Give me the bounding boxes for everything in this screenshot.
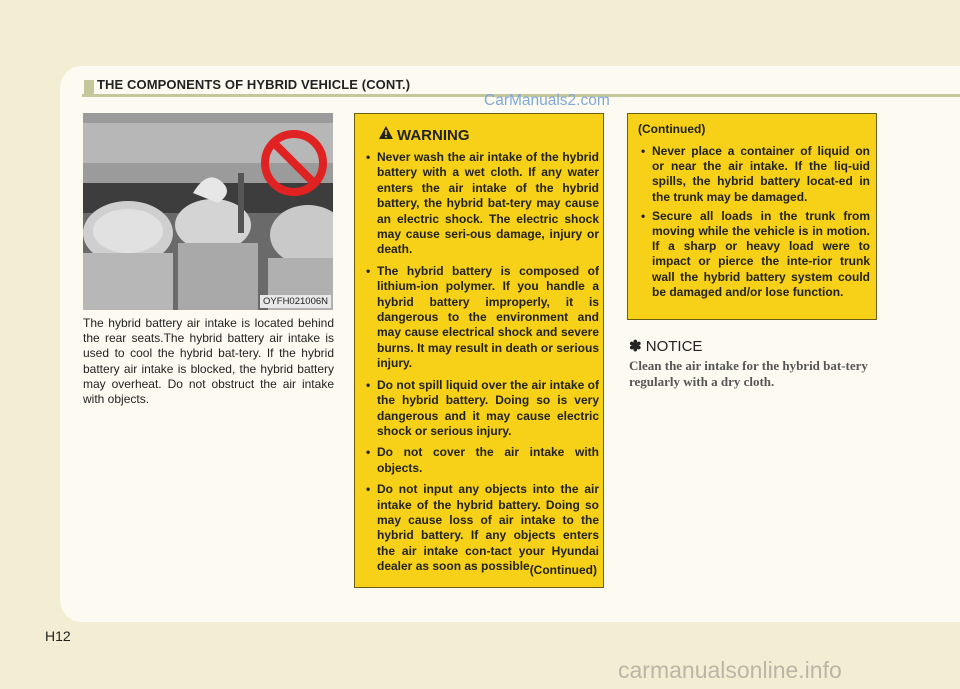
warning-box (354, 113, 604, 588)
continued-warning-box (627, 113, 877, 320)
continued-item: • Never place a container of liquid on or near the air intake. If the liq-uid spills, the hybrid battery locat-ed in the trunk may be damaged. (638, 144, 870, 205)
notice-title (629, 337, 702, 355)
continued-list (638, 144, 870, 304)
notice-mark: ✽ (629, 338, 642, 355)
section-title: THE COMPONENTS OF HYBRID VEHICLE (CONT.) (97, 77, 411, 92)
image-code: OYFH021006N (260, 295, 331, 308)
warning-item: • Do not input any objects into the air intake of the hybrid battery. Doing so may cause loss of air intake to the hybrid battery. If any objects enters the air intake con-tact your Hyundai dealer as soon as possible. (363, 482, 599, 574)
watermark-link[interactable]: CarManuals2.com (484, 92, 610, 109)
continued-item: • Secure all loads in the trunk from moving while the vehicle is in motion. If a sharp or heavy load were to impact or pierce the inte-rior trunk wall the hybrid battery system could be damaged and/or lose function. (638, 209, 870, 300)
notice-text: Clean the air intake for the hybrid bat-tery regularly with a dry cloth. (629, 358, 868, 390)
continued-heading: (Continued) (638, 122, 706, 136)
warning-item: • Never wash the air intake of the hybrid battery with a wet cloth. If any water enters the air intake of the hybrid battery, the hybrid bat-tery may cause an electric shock. The electric shock may cause seri-ous damage, injury or death. (363, 150, 599, 258)
battery-air-intake-photo (83, 113, 333, 310)
warning-item: • The hybrid battery is composed of lithium-ion polymer. If you handle a hybrid battery improperly, it is dangerous to the environment and may cause electrical shock and severe burns. It may result in death or serious injury. (363, 264, 599, 372)
warning-title: WARNING (397, 127, 470, 144)
notice-title-text: NOTICE (645, 338, 703, 355)
warning-item: • Do not spill liquid over the air intake of the hybrid battery. Doing so is very dangerous and it may cause electric shock or serious injury. (363, 378, 599, 440)
warning-triangle-icon (379, 126, 393, 139)
intro-paragraph: The hybrid battery air intake is located behind the rear seats.The hybrid battery air intake is used to cool the hybrid bat-tery. If the hybrid battery air intake is blocked, the hybrid battery may overheat. Do not obstruct the air intake with objects. (83, 316, 334, 407)
footer-watermark[interactable]: carmanualsonline.info (618, 657, 842, 683)
warning-item: • Do not cover the air intake with objects. (363, 445, 599, 476)
continued-label: (Continued) (529, 563, 597, 577)
prohibition-icon (259, 128, 329, 198)
page-number: H12 (45, 628, 71, 644)
header-accent (84, 80, 94, 94)
warning-list (363, 150, 599, 581)
